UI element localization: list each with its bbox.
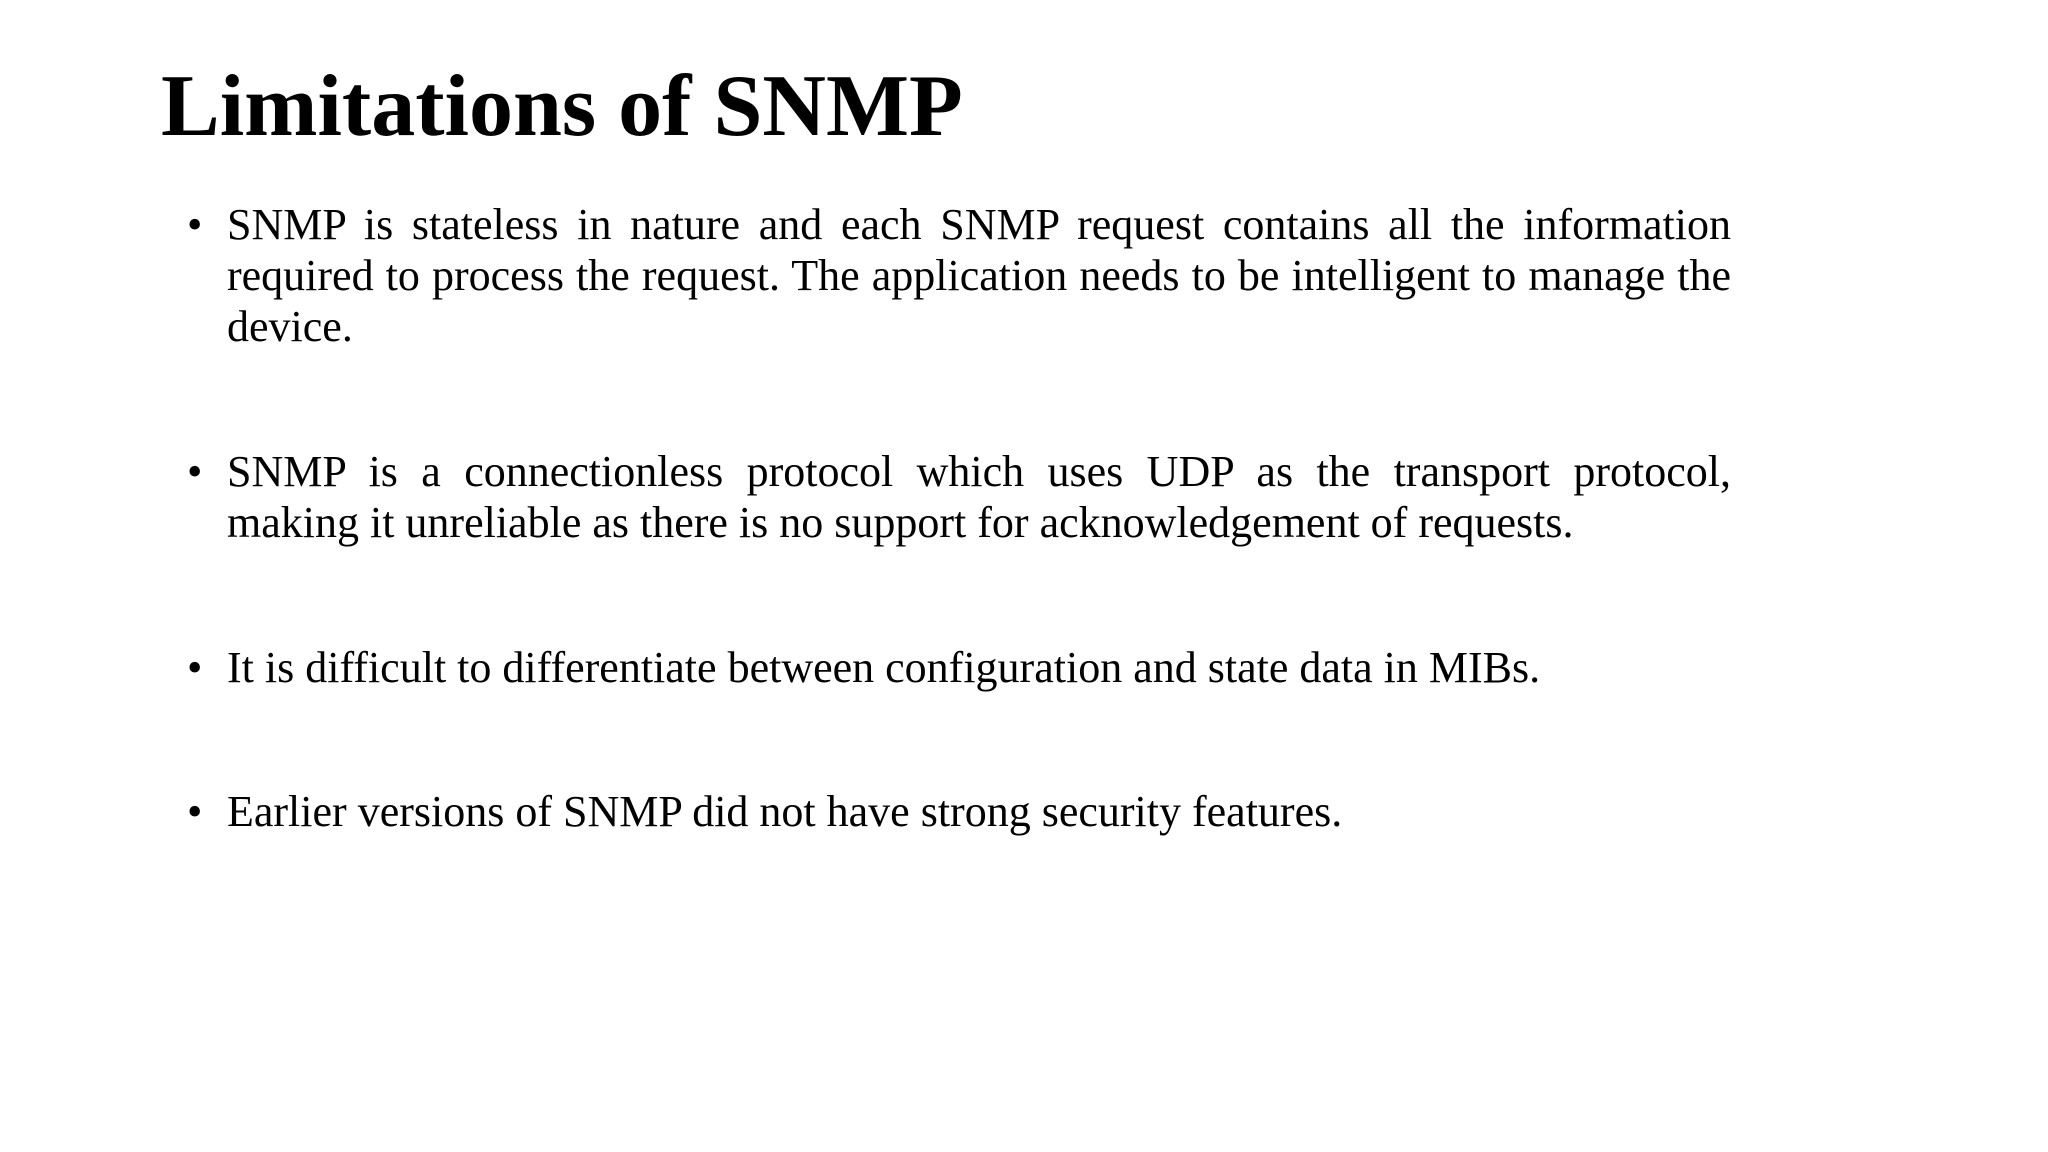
bullet-item-connectionless — [187, 446, 1731, 548]
slide-title: Limitations of SNMP — [161, 58, 963, 155]
bullet-dot-icon: • — [187, 447, 203, 496]
bullet-text: It is difficult to differentiate between configuration and state data in MIBs. — [227, 643, 1541, 692]
bullet-item-security — [187, 786, 1731, 837]
bullet-dot-icon: • — [187, 643, 203, 692]
bullet-dot-icon: • — [187, 787, 203, 836]
bullet-text: SNMP is a connectionless protocol which uses UDP as the transport protocol, making it unreliable as there is no support for acknowledgement of requests. — [227, 447, 1731, 547]
bullet-text: Earlier versions of SNMP did not have strong security features. — [227, 787, 1343, 836]
bullet-dot-icon: • — [187, 200, 203, 249]
bullet-item-stateless — [187, 199, 1731, 352]
bullet-text: SNMP is stateless in nature and each SNMP request contains all the information required to process the request. The application needs to be intelligent to manage the device. — [227, 200, 1731, 351]
bullet-item-mib-data — [187, 642, 1731, 693]
